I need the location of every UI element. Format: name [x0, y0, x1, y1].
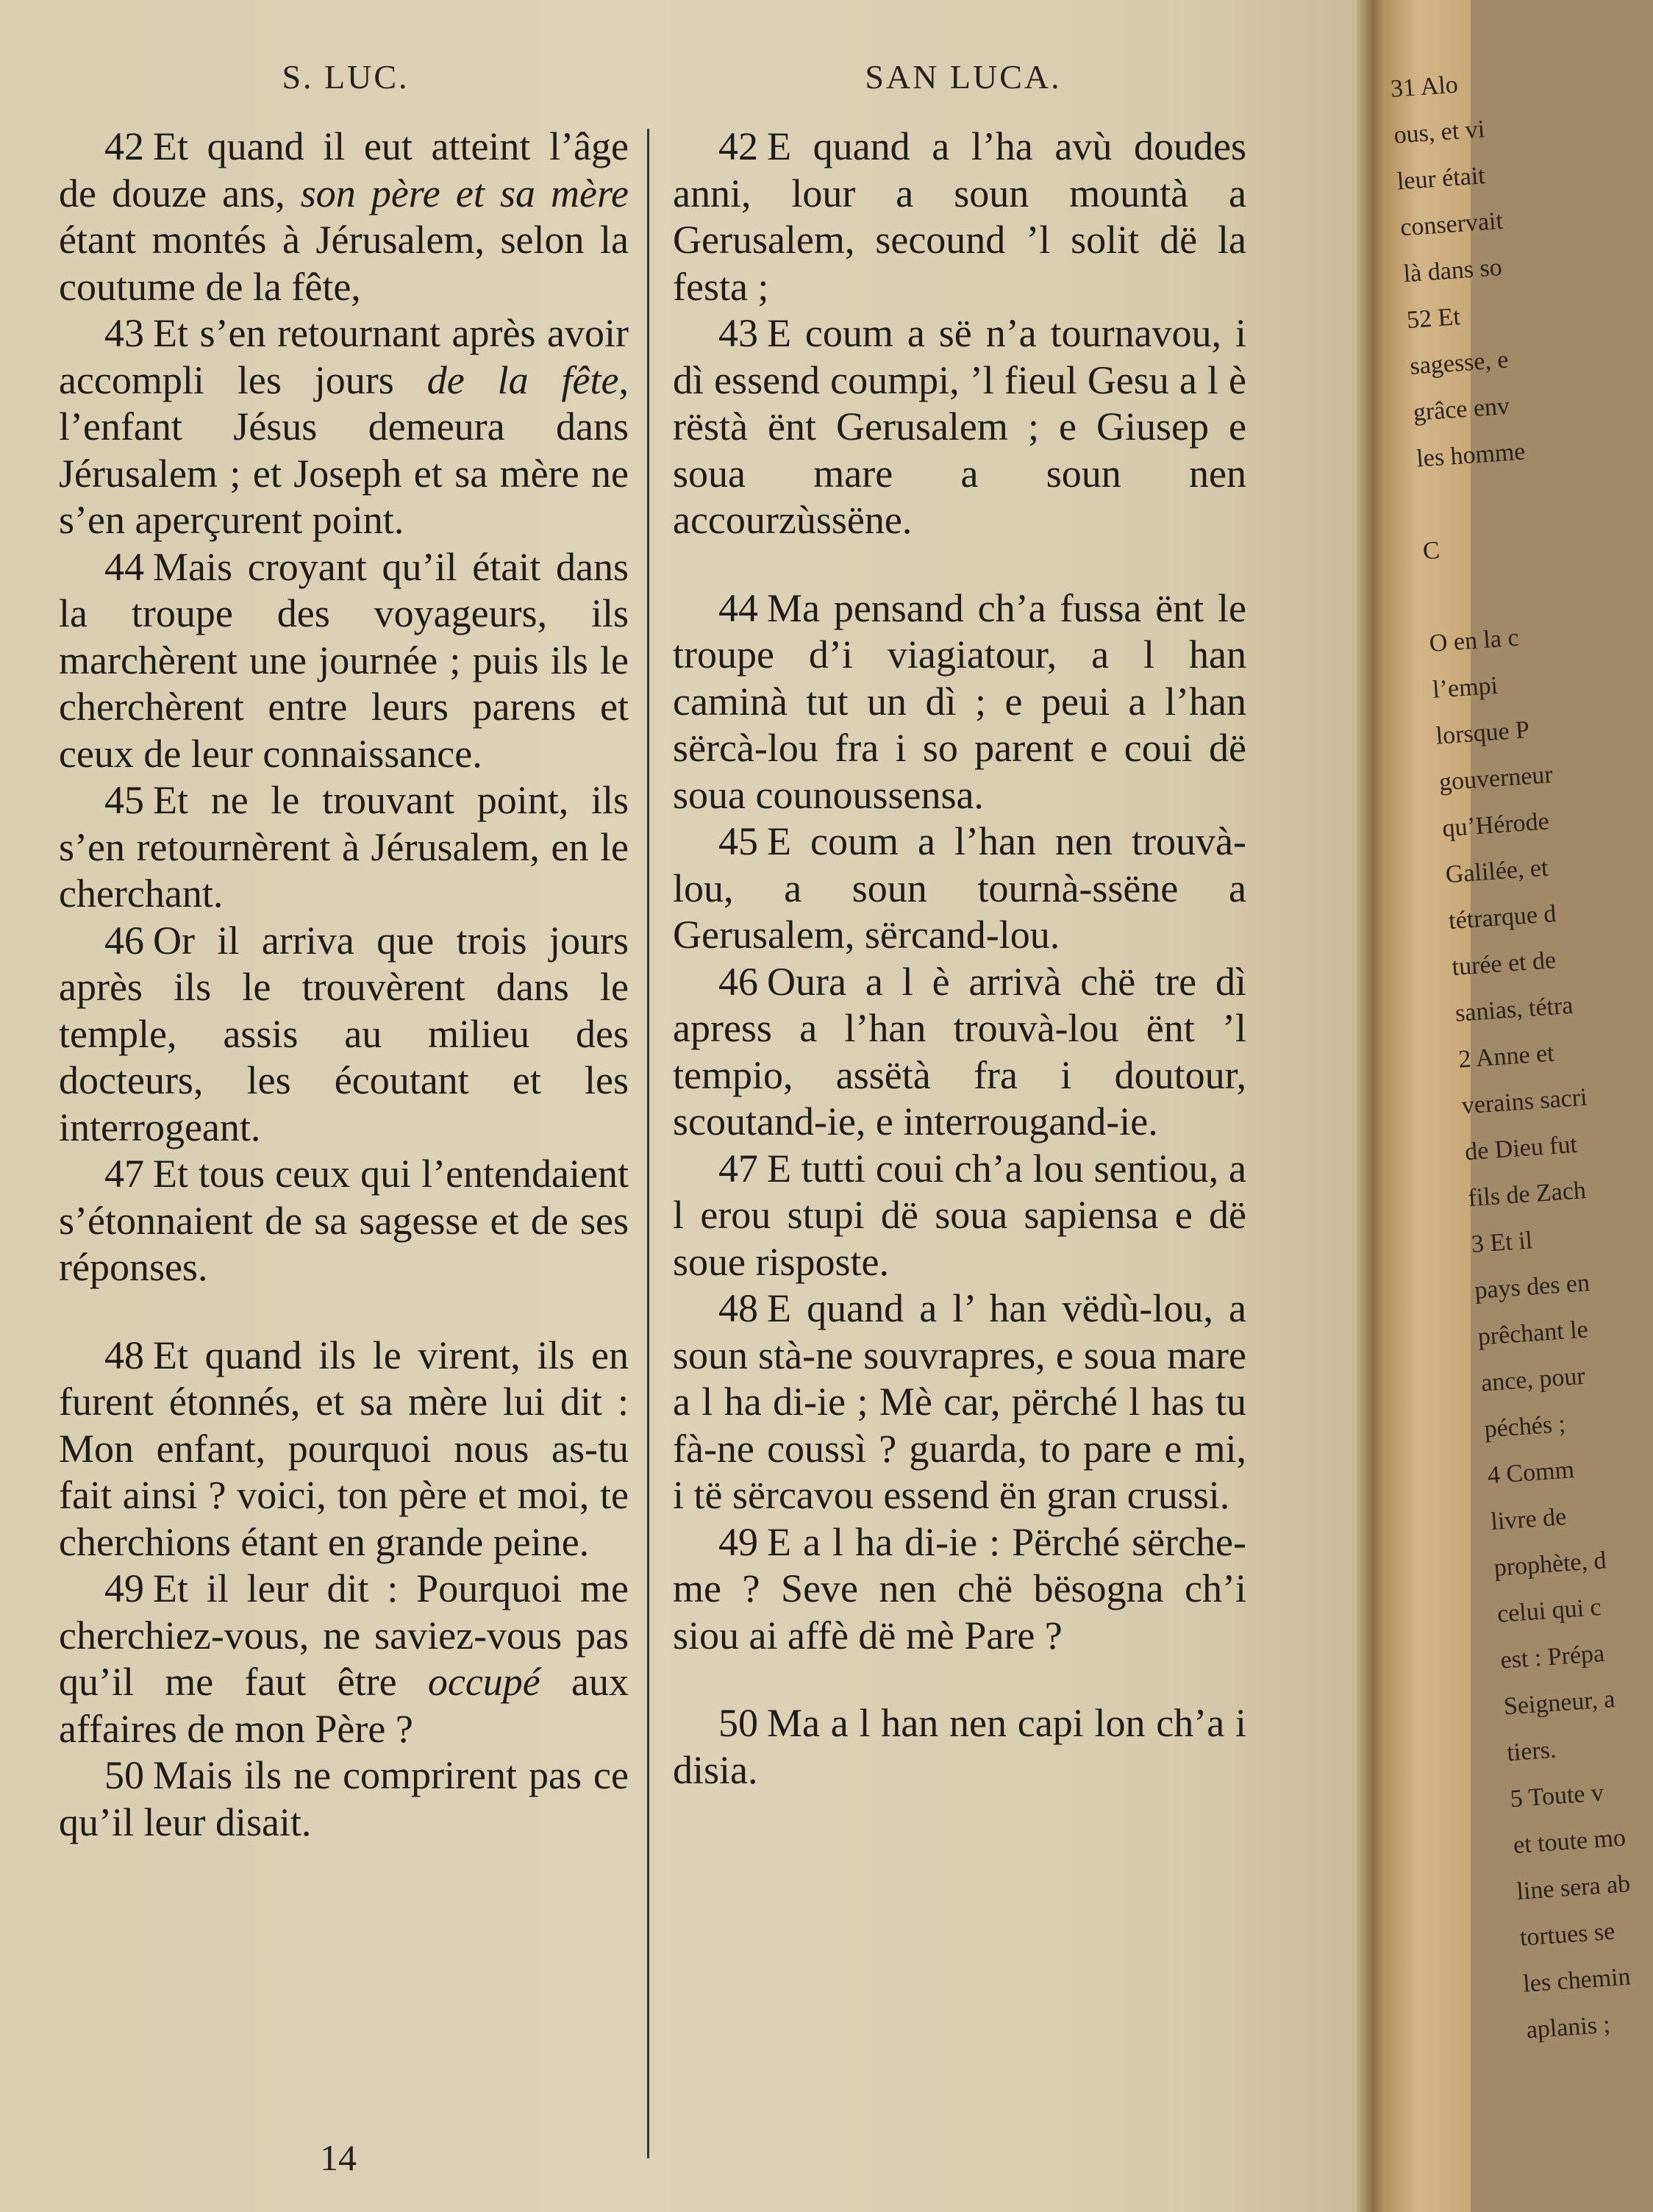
verse-46	[673, 959, 1246, 1146]
adjacent-page-line: et toute mo	[1512, 1824, 1627, 1860]
adjacent-page-line: 4 Comm	[1486, 1456, 1576, 1490]
adjacent-page-line: O en la c	[1428, 624, 1520, 658]
verse-48	[673, 1285, 1246, 1519]
verse-text-italic: de la fête	[426, 357, 619, 402]
verse-text: aux affaires de mon Père ?	[59, 1660, 629, 1751]
verse-44	[673, 585, 1246, 819]
adjacent-page-line: gouverneur	[1438, 760, 1554, 796]
piedmontese-text-column	[673, 124, 1246, 1794]
adjacent-page-line: 2 Anne et	[1457, 1039, 1555, 1074]
verse-50	[673, 1700, 1246, 1794]
verse-46	[59, 918, 629, 1152]
verse-text: Et quand il eut atteint l’âge de douze ans,	[59, 124, 629, 215]
verse-number: 42	[718, 124, 758, 168]
adjacent-page-line: de Dieu fut	[1463, 1130, 1579, 1166]
verse-42	[59, 124, 629, 310]
verse-42	[673, 124, 1246, 310]
verse-number: 49	[718, 1519, 758, 1564]
verse-text: E coum a së n’a tournavou, i dì essend coumpi, ’l fieul Gesu a l è rëstà ënt Gerusalem ; e Giusep e soua mare a soun nen accourzùssëne.	[673, 311, 1246, 542]
verse-text: E tutti coui ch’a lou sentiou, a l erou stupi dë soua sapiensa e dë soue risposte.	[673, 1146, 1246, 1284]
verse-spacer	[59, 1291, 629, 1332]
verse-number: 43	[104, 311, 144, 355]
adjacent-page-line: les chemin	[1522, 1963, 1632, 1998]
verse-number: 48	[104, 1332, 144, 1377]
adjacent-page-line: péchés ;	[1483, 1410, 1567, 1444]
adjacent-page-line: là dans so	[1402, 254, 1503, 288]
verse-spacer	[673, 1659, 1246, 1700]
verse-number: 44	[104, 544, 144, 589]
verse-spacer	[673, 544, 1246, 585]
verse-text: Or il arriva que trois jours après ils le trouvèrent dans le temple, assis au milieu des docteurs, les écoutant et les interrogeant.	[59, 918, 629, 1149]
verse-49	[673, 1519, 1246, 1660]
verse-47	[59, 1151, 629, 1291]
verse-43	[59, 310, 629, 544]
verse-text: E a l ha di-ie : Përché sërche-me ? Seve nen chë bësogna ch’i siou ai affè dë mè Pare ?	[673, 1519, 1246, 1658]
verse-number: 42	[104, 124, 144, 168]
adjacent-page-line: turée et de	[1451, 946, 1557, 981]
adjacent-page-text	[1389, 60, 1632, 2053]
adjacent-page-line: verains sacri	[1460, 1083, 1588, 1120]
verse-text: étant montés à Jérusalem, selon la coutume de la fête,	[59, 218, 629, 309]
verse-number: 49	[104, 1566, 144, 1610]
verse-number: 50	[718, 1701, 758, 1745]
verse-48	[59, 1332, 629, 1566]
verse-text: Ma pensand ch’a fussa ënt le troupe d’i viagiatour, a l han caminà tut un dì ; e peui a l’han sërcà-lou fra i so parent e coui dë soua counoussensa.	[673, 585, 1246, 817]
adjacent-page-line: livre de	[1490, 1503, 1568, 1536]
adjacent-page-line: celui qui c	[1496, 1594, 1602, 1628]
adjacent-page-line: sagesse, e	[1409, 346, 1510, 380]
adjacent-page-line: tortues se	[1518, 1917, 1616, 1952]
book-gutter	[1357, 0, 1386, 2212]
verse-45	[59, 777, 629, 918]
adjacent-page-line: leur était	[1396, 162, 1486, 196]
verse-text: E quand a l’ han vëdù-lou, a soun stà-ne souvrapres, e soua mare a l ha di-ie ; Mè car, përché l has tu fà-ne coussì ? guarda, to pare e mi, i të sërcavou essend ën gran crussi.	[673, 1286, 1246, 1517]
adjacent-page-line: aplanis ;	[1525, 2011, 1612, 2044]
verse-number: 43	[718, 311, 758, 355]
verse-number: 47	[718, 1146, 758, 1191]
verse-50	[59, 1752, 629, 1846]
adjacent-page-line: l’empi	[1432, 671, 1499, 704]
verse-text: Et s’en retournant après avoir accompli les jours	[59, 311, 629, 402]
verse-text: Et quand ils le virent, ils en furent étonnés, et sa mère lui dit : Mon enfant, pourquoi nous as-tu fait ainsi ? voici, ton père et moi, te cherchions étant en grande peine.	[59, 1332, 629, 1564]
page-number: 14	[320, 2137, 357, 2178]
adjacent-page-line: prophète, d	[1493, 1546, 1607, 1582]
verse-number: 44	[718, 585, 758, 630]
verse-47	[673, 1146, 1246, 1286]
verse-text: Ma a l han nen capi lon ch’a i disia.	[673, 1701, 1246, 1792]
adjacent-page-line: line sera ab	[1515, 1870, 1632, 1905]
verse-number: 45	[104, 778, 144, 822]
verse-text: Oura a l è arrivà chë tre dì apress a l’han trouvà-lou ënt ’l tempio, assëtà fra i doutour, scoutand-ie, e interrougand-ie.	[673, 959, 1246, 1144]
verse-text: Et tous ceux qui l’entendaient s’étonnaient de sa sagesse et de ses réponses.	[59, 1152, 629, 1289]
verse-number: 47	[104, 1152, 144, 1196]
verse-text: , l’enfant Jésus demeura dans Jérusalem ; et Joseph et sa mère ne s’en aperçurent point.	[59, 357, 629, 542]
adjacent-page-line: les homme	[1415, 438, 1527, 473]
adjacent-page-line: Galilée, et	[1444, 854, 1549, 889]
adjacent-page-line: 52 Et	[1405, 303, 1462, 335]
adjacent-page-line	[1418, 477, 1502, 529]
verse-number: 50	[104, 1753, 144, 1797]
adjacent-page-line: lorsque P	[1435, 716, 1531, 750]
adjacent-page-line: grâce env	[1412, 392, 1511, 427]
verse-number: 45	[718, 819, 758, 863]
adjacent-page-line: 5 Toute v	[1509, 1779, 1605, 1813]
verse-text-italic: occupé	[427, 1660, 540, 1704]
adjacent-page-line: 3 Et il	[1470, 1227, 1534, 1259]
verse-43	[673, 310, 1246, 544]
verse-number: 48	[718, 1286, 758, 1330]
adjacent-page-line: tiers.	[1506, 1735, 1557, 1767]
verse-text: E quand a l’ha avù doudes anni, lour a soun mountà a Gerusalem, secound ’l solit dë la festa ;	[673, 124, 1246, 309]
verse-44	[59, 544, 629, 778]
adjacent-page-line: sanias, tétra	[1454, 991, 1574, 1027]
adjacent-page-line: qu’Hérode	[1441, 807, 1550, 843]
adjacent-page-line	[1424, 569, 1508, 621]
verse-text: Mais croyant qu’il était dans la troupe des voyageurs, ils marchèrent une journée ; puis ils le cherchèrent entre leurs parens et ceux de leur connaissance.	[59, 544, 629, 776]
right-column-title: SAN LUCA.	[865, 58, 1062, 96]
verse-text: Mais ils ne comprirent pas ce qu’il leur disait.	[59, 1753, 629, 1844]
verse-45	[673, 818, 1246, 959]
adjacent-page-line: tétrarque d	[1448, 899, 1557, 935]
column-divider	[647, 129, 649, 2158]
adjacent-page-line: Seigneur, a	[1502, 1685, 1616, 1721]
adjacent-page-line: fils de Zach	[1467, 1177, 1588, 1213]
adjacent-page-line: ous, et vi	[1393, 115, 1486, 149]
adjacent-page-line: est : Prépa	[1499, 1639, 1606, 1674]
adjacent-page-line: pays des en	[1474, 1269, 1591, 1305]
french-text-column	[59, 124, 629, 1846]
verse-text: Et ne le trouvant point, ils s’en retournèrent à Jérusalem, en le cherchant.	[59, 778, 629, 916]
verse-text-italic: son père et sa mère	[300, 171, 629, 215]
verse-number: 46	[104, 918, 144, 963]
adjacent-page-line: prêchant le	[1477, 1316, 1589, 1351]
adjacent-page-line: C	[1421, 536, 1441, 566]
left-column-title: S. LUC.	[282, 58, 410, 96]
adjacent-page-line: conservait	[1399, 207, 1504, 242]
verse-text: E coum a l’han nen trouvà-lou, a soun tournà-ssëne a Gerusalem, sërcand-lou.	[673, 819, 1246, 957]
verse-text: Et il leur dit : Pourquoi me cherchiez-vous, ne saviez-vous pas qu’il me faut être	[59, 1566, 629, 1704]
verse-49	[59, 1566, 629, 1752]
adjacent-page-line: ance, pour	[1479, 1362, 1586, 1397]
adjacent-page-line: 31 Alo	[1389, 71, 1459, 103]
adjacent-page-edge	[1386, 0, 1632, 2212]
verse-number: 46	[718, 959, 758, 1004]
